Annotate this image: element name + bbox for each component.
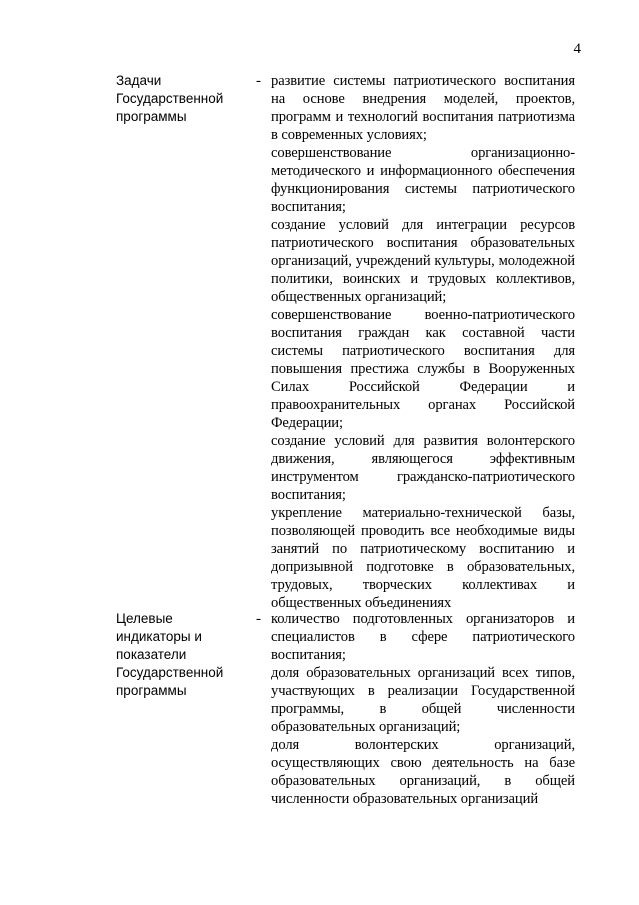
label-line: индикаторы и bbox=[116, 629, 202, 644]
task-item: создание условий для интеграции ресурсов патриотического воспитания образовательных организаций, учреждений культуры, молодежной политики, воинских и трудовых коллективов, общественных организаций; bbox=[271, 217, 575, 305]
indicator-item: доля образовательных организаций всех типов, участвующих в реализации Государственной программы, в общей численности образовательных организаций; bbox=[271, 665, 575, 735]
page-number: 4 bbox=[573, 41, 581, 57]
task-item: укрепление материально-технической базы, позволяющей проводить все необходимые виды занятий по патриотическому воспитанию и допризывной подготовке в образовательных, трудовых, творческих коллективах и общественных объединениях bbox=[271, 505, 575, 611]
indicator-item: доля волонтерских организаций, осуществляющих свою деятельность на базе образовательных организаций, в общей численности образовательных организаций bbox=[271, 737, 575, 807]
section-label bbox=[116, 72, 236, 126]
section-content bbox=[271, 72, 575, 612]
label-line: Государственной bbox=[116, 665, 224, 680]
section-label bbox=[116, 610, 236, 700]
task-item: создание условий для развития волонтерского движения, являющегося эффективным инструментом гражданско-патриотического воспитания; bbox=[271, 433, 575, 503]
label-line: Целевые bbox=[116, 611, 173, 626]
label-line: программы bbox=[116, 109, 187, 124]
section-dash: - bbox=[256, 611, 261, 627]
task-item: развитие системы патриотического воспитания на основе внедрения моделей, проектов, программ и технологий воспитания патриотизма в современных условиях; bbox=[271, 73, 575, 143]
label-line: показатели bbox=[116, 647, 187, 662]
label-line: программы bbox=[116, 683, 187, 698]
indicator-item: количество подготовленных организаторов и специалистов в сфере патриотического воспитания; bbox=[271, 611, 575, 663]
task-item: совершенствование организационно-методического и информационного обеспечения функционирования системы патриотического воспитания; bbox=[271, 145, 575, 215]
label-line: Задачи bbox=[116, 73, 162, 88]
section-content bbox=[271, 610, 575, 808]
section-dash: - bbox=[256, 73, 261, 89]
task-item: совершенствование военно-патриотического воспитания граждан как составной части системы патриотического воспитания для повышения престижа службы в Вооруженных Силах Российской Федерации и правоохранительных органах Российской Федерации; bbox=[271, 307, 575, 431]
label-line: Государственной bbox=[116, 91, 224, 106]
